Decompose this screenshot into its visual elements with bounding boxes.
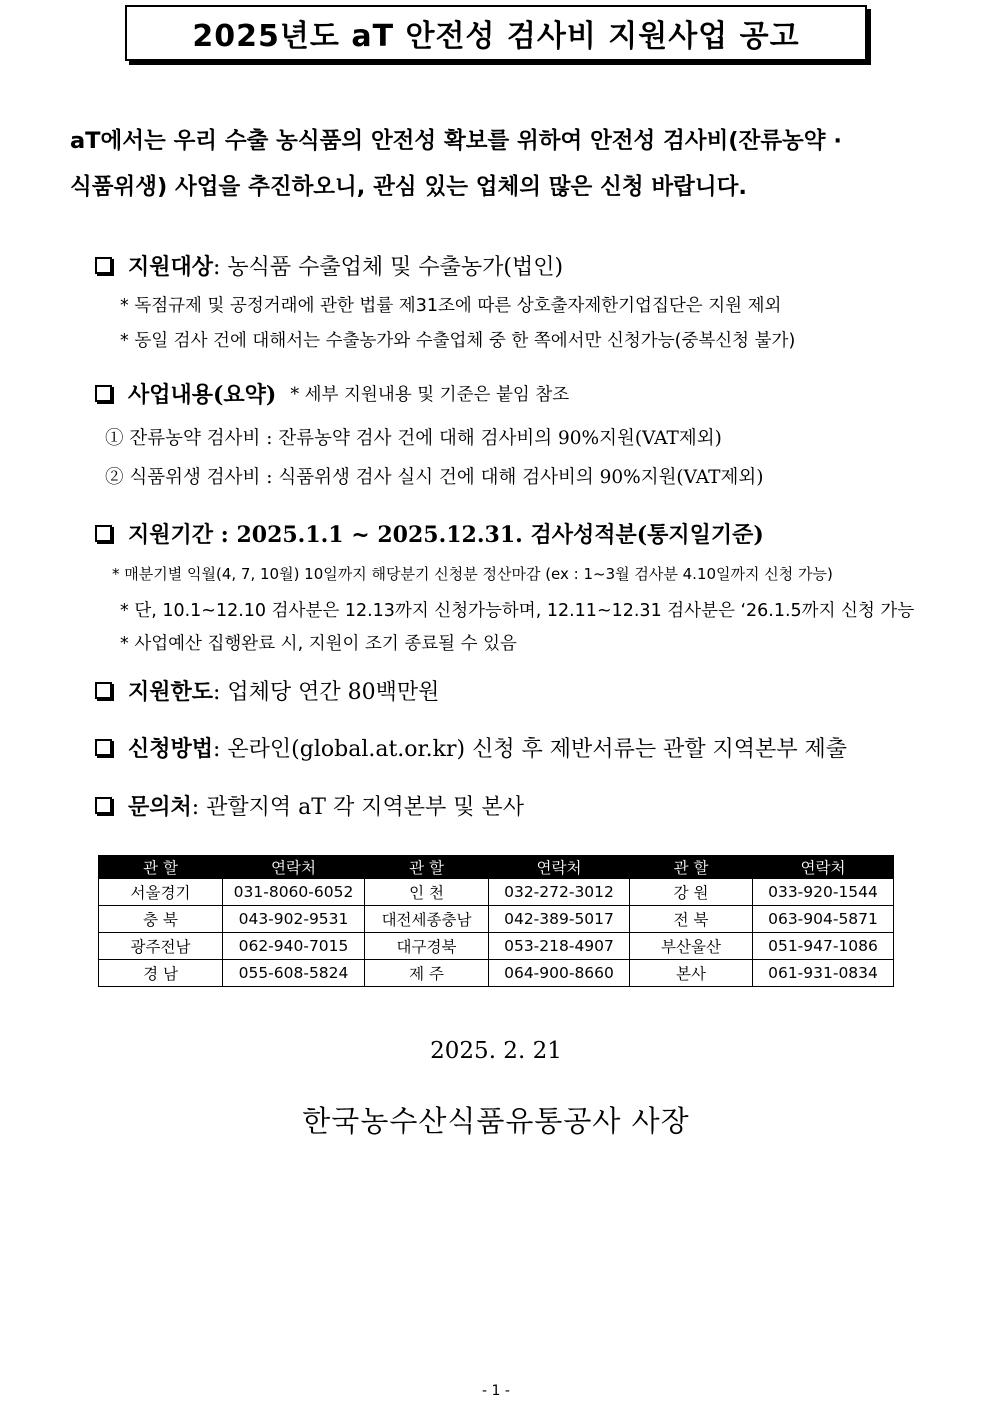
content-item-2: ② 식품위생 검사비 : 식품위생 검사 실시 건에 대해 검사비의 90%지원(VAT제외) <box>105 467 764 488</box>
intro-line-2: 식품위생) 사업을 추진하오니, 관심 있는 업체의 많은 신청 바랍니다. <box>70 174 747 200</box>
period-note-2: * 단, 10.1~12.10 검사분은 12.13까지 신청가능하며, 12.11~12.31 검사분은 ‘26.1.5까지 신청 가능 <box>120 601 915 621</box>
section-apply-text: : 온라인(global.at.or.kr) 신청 후 제반서류는 관할 지역본부 제출 <box>213 737 848 762</box>
checkbox-icon <box>95 739 112 756</box>
table-cell: 031-8060-6052 <box>223 879 365 906</box>
checkbox-icon <box>95 385 112 402</box>
target-note-2: * 동일 검사 건에 대해서는 수출농가와 수출업체 중 한 쪽에서만 신청가능(중복신청 불가) <box>120 331 796 351</box>
table-header-cell: 연락처 <box>489 856 630 879</box>
intro-line-1: aT에서는 우리 수출 농식품의 안전성 확보를 위하여 안전성 검사비(잔류농약 · <box>70 128 842 154</box>
table-cell: 경 남 <box>99 960 223 987</box>
section-period <box>95 518 764 549</box>
announcement-date: 2025. 2. 21 <box>430 1038 562 1064</box>
page-number: - 1 - <box>482 1383 510 1399</box>
table-cell: 광주전남 <box>99 933 223 960</box>
table-row <box>99 960 894 987</box>
target-note-1: * 독점규제 및 공정거래에 관한 법률 제31조에 따른 상호출자제한기업집단은 지원 제외 <box>120 296 782 316</box>
section-period-label: 지원기간 : 2025.1.1 ~ 2025.12.31. 검사성적분(통지일기준) <box>128 522 764 548</box>
checkbox-icon <box>95 797 112 814</box>
table-header-cell: 관 할 <box>630 856 753 879</box>
table-cell: 인 천 <box>365 879 489 906</box>
period-note-3: * 사업예산 집행완료 시, 지원이 조기 종료될 수 있음 <box>120 634 517 654</box>
section-content-note: * 세부 지원내용 및 기준은 붙임 참조 <box>290 385 570 405</box>
content-item-1: ① 잔류농약 검사비 : 잔류농약 검사 건에 대해 검사비의 90%지원(VAT제외) <box>105 428 722 449</box>
table-row <box>99 879 894 906</box>
issuer-name: 한국농수산식품유통공사 사장 <box>302 1104 690 1138</box>
table-cell: 전 북 <box>630 906 753 933</box>
table-header-cell: 연락처 <box>753 856 894 879</box>
table-header-row <box>99 856 894 879</box>
table-cell: 서울경기 <box>99 879 223 906</box>
table-cell: 062-940-7015 <box>223 933 365 960</box>
table-cell: 053-218-4907 <box>489 933 630 960</box>
table-cell: 033-920-1544 <box>753 879 894 906</box>
section-apply-label: 신청방법 <box>128 736 214 762</box>
section-limit <box>95 675 439 706</box>
contacts-table <box>98 855 894 987</box>
table-header-cell: 연락처 <box>223 856 365 879</box>
section-contact-text: : 관할지역 aT 각 지역본부 및 본사 <box>191 795 524 820</box>
checkbox-icon <box>95 682 112 699</box>
section-target-label: 지원대상 <box>128 254 214 280</box>
table-header-cell: 관 할 <box>365 856 489 879</box>
table-cell: 제 주 <box>365 960 489 987</box>
section-content-label: 사업내용(요약) <box>128 382 277 408</box>
section-limit-text: : 업체당 연간 80백만원 <box>213 680 440 705</box>
checkbox-icon <box>95 257 112 274</box>
section-apply <box>95 732 847 763</box>
period-note-1: * 매분기별 익월(4, 7, 10월) 10일까지 해당분기 신청분 정산마감 (ex : 1~3월 검사분 4.10일까지 신청 가능) <box>112 565 833 583</box>
table-cell: 대구경북 <box>365 933 489 960</box>
section-limit-label: 지원한도 <box>128 679 214 705</box>
table-cell: 064-900-8660 <box>489 960 630 987</box>
section-target <box>95 250 563 281</box>
page-title: 2025년도 aT 안전성 검사비 지원사업 공고 <box>125 5 867 61</box>
checkbox-icon <box>95 525 112 542</box>
table-cell: 042-389-5017 <box>489 906 630 933</box>
table-cell: 055-608-5824 <box>223 960 365 987</box>
table-cell: 051-947-1086 <box>753 933 894 960</box>
table-header-cell: 관 할 <box>99 856 223 879</box>
table-row <box>99 906 894 933</box>
table-cell: 063-904-5871 <box>753 906 894 933</box>
table-cell: 대전세종충남 <box>365 906 489 933</box>
table-cell: 032-272-3012 <box>489 879 630 906</box>
section-target-text: : 농식품 수출업체 및 수출농가(법인) <box>213 255 564 280</box>
table-cell: 061-931-0834 <box>753 960 894 987</box>
table-cell: 강 원 <box>630 879 753 906</box>
table-cell: 본사 <box>630 960 753 987</box>
section-contact-label: 문의처 <box>128 794 192 820</box>
table-cell: 043-902-9531 <box>223 906 365 933</box>
table-cell: 부산울산 <box>630 933 753 960</box>
section-content <box>95 378 569 409</box>
table-cell: 충 북 <box>99 906 223 933</box>
section-contact <box>95 790 524 821</box>
table-row <box>99 933 894 960</box>
